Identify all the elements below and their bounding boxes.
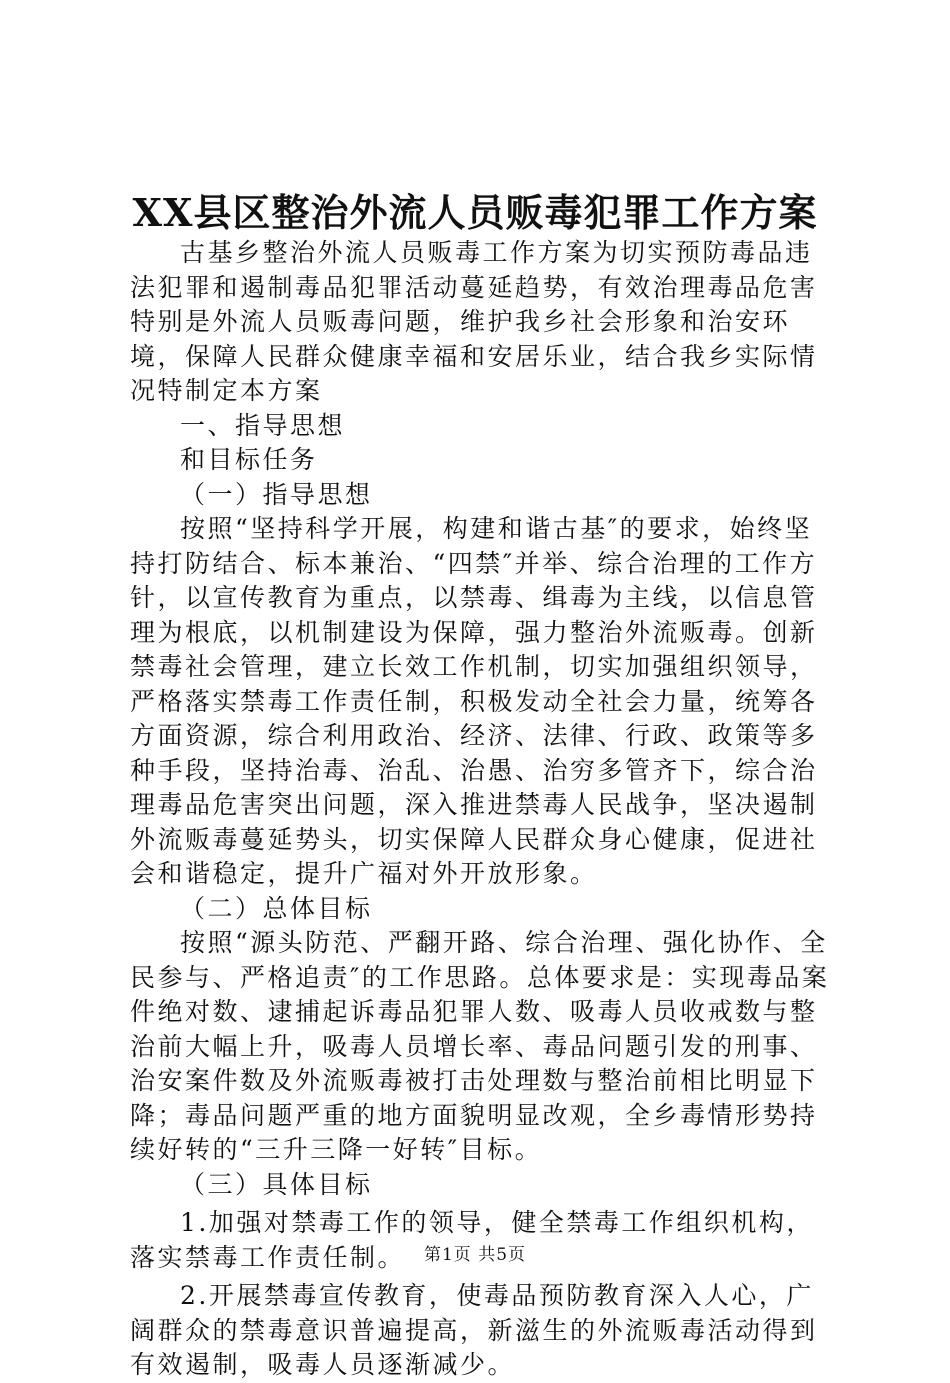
intro-paragraph: 古基乡整治外流人员贩毒工作方案为切实预防毒品违法犯罪和遏制毒品犯罪活动蔓延趋势，有效治理毒品危害特别是外流人员贩毒问题，维护我乡社会形象和治安环境，保障人民群众健康幸福和安居乐业，结合我乡实际情况特制定本方案 (130, 238, 818, 405)
subsection-paragraph-1: 按照“坚持科学开展，构建和谐古基″的要求，始终坚持打防结合、标本兼治、“四禁″并举、综合治理的工作方针，以宣传教育为重点，以禁毒、缉毒为主线，以信息管理为根底，以机制建设为保障，强力整治外流贩毒。创新禁毒社会管理，建立长效工作机制，切实加强组织领导，严格落实禁毒工作责任制，积极发动全社会力量，统筹各方面资源，综合利用政治、经济、法律、行政、政策等多种手段，坚持治毒、治乱、治愚、治穷多管齐下，综合治理毒品危害突出问题，深入推进禁毒人民战争，坚决遏制外流贩毒蔓延势头，切实保障人民群众身心健康，促进社会和谐稳定，提升广福对外开放形象。 (130, 514, 818, 888)
subsection-heading-2: （二）总体目标 (180, 893, 373, 923)
page-number-footer: 第1页 共5页 (423, 1245, 527, 1265)
document-title: XX县区整治外流人员贩毒犯罪工作方案 (132, 190, 818, 235)
list-item-2: 2.开展禁毒宣传教育，使毒品预防教育深入人心，广阔群众的禁毒意识普遍提高，新滋生的外流贩毒活动得到有效遏制，吸毒人员逐渐减少。 (130, 1281, 818, 1379)
list-item-1: 1.加强对禁毒工作的领导，健全禁毒工作组织机构，落实禁毒工作责任制。 (130, 1208, 814, 1272)
subsection-heading-1: （一）指导思想 (180, 479, 373, 509)
document-body (130, 236, 830, 1383)
section-heading-continued: 和目标任务 (180, 445, 318, 474)
subsection-heading-3: （三）具体目标 (180, 1169, 373, 1199)
subsection-paragraph-2: 按照“源头防范、严翻开路、综合治理、强化协作、全民参与、严格追责″的工作思路。总体要求是：实现毒品案件绝对数、逮捕起诉毒品犯罪人数、吸毒人员收戒数与整治前大幅上升，吸毒人员增长率、毒品问题引发的刑事、治安案件数及外流贩毒被打击处理数与整治前相比明显下降；毒品问题严重的地方面貌明显改观，全乡毒情形势持续好转的“三升三降一好转″目标。 (130, 928, 830, 1164)
section-heading: 一、指导思想 (180, 410, 346, 440)
